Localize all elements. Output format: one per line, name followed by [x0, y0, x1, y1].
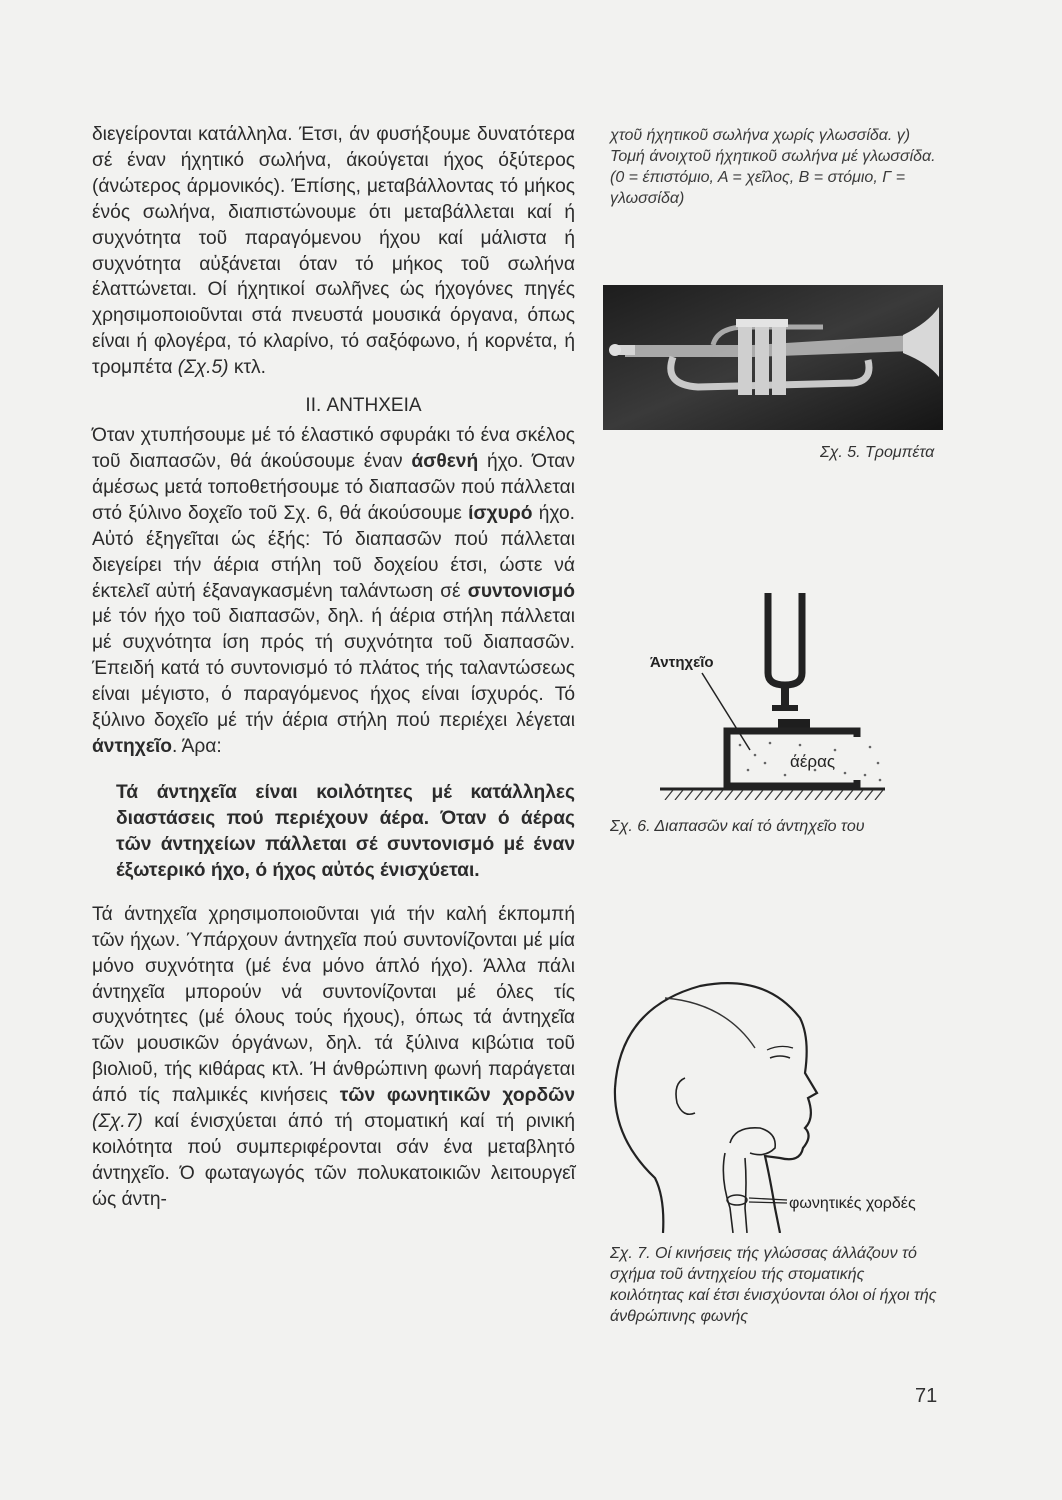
tuning-fork-diagram	[640, 585, 895, 800]
figure-ref-7: (Σχ.7)	[92, 1111, 143, 1133]
definition-paragraph: Τά άντηχεῖα είναι κοιλότητες μέ κατάλληλες διαστάσεις πού περιέχουν άέρα. Όταν ό άέρας τῶν άντηχείων πάλλεται σέ συντονισμό μέ έναν έξωτερικό ήχο, ό ήχος αὐτός ένισχύεται.	[116, 781, 575, 881]
bold-weak: άσθενή	[411, 450, 479, 472]
figure-ref-5: (Σχ.5)	[177, 357, 229, 379]
fig4-caption-continued: χτοῦ ήχητικοῦ σωλήνα χωρίς γλωσσίδα. γ) Τομή άνοιχτοῦ ήχητικοῦ σωλήνα μέ γλωσσίδα. (0 = έπιστόμιο, Α = χεῖλος, Β = στόμιο, Γ = γλωσσίδα)	[610, 127, 936, 207]
bold-resonance: συντονισμό	[467, 580, 575, 602]
text-span: ήχο. Αὐτό έξηγεῖται ώς έξής: Τό διαπασῶν πού πάλλεται διεγείρει τήν άέρια στήλη τοῦ δοχείου έτσι, ώστε νά έκτελεῖ αὐτή έξαναγκασμένη ταλάντωση σέ	[92, 502, 576, 602]
text-span: . Άρα:	[171, 735, 222, 757]
paragraph-tubes	[92, 122, 575, 381]
fig7-caption-box	[610, 1243, 940, 1327]
page-number: 71	[915, 1385, 938, 1407]
bold-resonator: άντηχεῖο	[92, 735, 172, 757]
head-figure	[605, 978, 960, 1233]
trumpet-photo	[603, 285, 943, 430]
text-span: Τά άντηχεῖα χρησιμοποιοῦνται γιά τήν καλή έκπομπή τῶν ήχων. Ύπάρχουν άντηχεῖα πού συντονίζονται μέ μία μόνο συχνότητα (μέ ένα μόνο άπλό ήχο). Άλλα πάλι άντηχεῖα μπορούν νά συντονίζονται μέ όλες τίς συχνότητες (μέ όλους τούς ήχους), όπως τά άντηχεῖα τῶν μουσικῶν όργάνων, δηλ. τά ξύλινα κιβώτια τοῦ βιολιοῦ, τής κιθάρας κτλ. Ή άνθρώπινη φωνή παράγεται άπό τίς παλμικές κινήσεις	[92, 903, 575, 1107]
fig6-caption-box	[610, 816, 940, 837]
fig6-caption: Σχ. 6. Διαπασῶν καί τό άντηχεῖο τoυ	[610, 818, 865, 835]
head-profile-drawing	[605, 978, 960, 1233]
fig5-caption-box	[820, 442, 940, 463]
trumpet-figure	[603, 285, 943, 430]
bold-vocal-cords: τῶν φωνητικῶν χορδῶν	[339, 1085, 575, 1107]
paragraph-tubes-text: διεγείρονται κατάλληλα. Έτσι, άν φυσήξουμε δυνατότερα σέ έναν ήχητικό σωλήνα, άκούγεται ήχος όξύτερος (άνώτερος άρμονικός). Έπίσης, μεταβάλλοντας τό μήκος ένός σωλήνα, διαπιστώνουμε ότι μεταβάλλεται καί ή συχνότητα τοῦ παραγόμενου ήχου καί μάλιστα ή συχνότητα αὐξάνεται όταν τό μήκος τοῦ σωλήνα έλαττώνεται. Οί ήχητικοί σωλῆνες ώς ήχογόνες πηγές χρησιμοποιοῦνται στά πνευστά μουσικά όργανα, όπως είναι ή φλογέρα, τό κλαρίνο, τό σαξόφωνο, ή κορνέτα, ή τρομπέτα	[92, 124, 575, 379]
text-span: καί ένισχύεται άπό τή στοματική καί τή ρινική κοιλότητα πού συμπεριφέρονται σάν ένα μεταβλητό άντηχεῖο. Ό φωταγωγός τῶν πολυκατοικιῶν λειτουργεῖ ώς άντη-	[92, 1111, 575, 1210]
paragraph-tubes-end: κτλ.	[228, 357, 266, 379]
text-span: Όταν χτυπήσουμε μέ τό έλαστικό σφυράκι τό ένα σκέλος τοῦ διαπασῶν, θά άκούσουμε έναν	[92, 425, 575, 472]
left-column	[92, 122, 575, 1213]
air-label: άέρας	[790, 752, 836, 771]
right-column	[610, 125, 945, 209]
paragraph-resonance	[92, 423, 575, 760]
fig7-caption: Σχ. 7. Οί κινήσεις τής γλώσσας άλλάζουν τό σχήμα τοῦ άντηχείου τής στοματικής κοιλότητας καί έτσι ένισχύονται όλοι οί ήχοι τής άνθρώπινης φωνής	[610, 1245, 937, 1325]
fig5-caption: Σχ. 5. Τρομπέτα	[820, 444, 935, 461]
resonator-label: Άντηχεῖο	[650, 654, 714, 671]
section-heading: II. ΑΝΤΗΧΕΙΑ	[305, 395, 422, 417]
bold-strong: ίσχυρό	[468, 502, 533, 524]
paragraph-uses	[92, 902, 575, 1213]
vocal-cords-label: φωνητικές χορδές	[789, 1195, 916, 1212]
resonator-figure	[640, 585, 895, 800]
text-span: ήχο. Όταν άμέσως μετά τοποθετήσουμε τό διαπασῶν πού πάλλεται στό ξύλινο δοχεῖο τοῦ Σχ. 6, θά άκούσουμε	[92, 450, 575, 524]
text-span: μέ τόν ήχο τοῦ διαπασῶν, δηλ. ή άέρια στήλη πάλλεται μέ συχνότητα ίση πρός τή συχνότητα τοῦ διαπασῶν. Έπειδή κατά τό συντονισμό τό πλάτος τής ταλαντώσεως είναι μέγιστο, ό παραγόμενος ήχος είναι ίσχυρός. Τό ξύλινο δοχεῖο μέ τήν άέρια στήλη πού περιέχει λέγεται	[92, 606, 575, 732]
